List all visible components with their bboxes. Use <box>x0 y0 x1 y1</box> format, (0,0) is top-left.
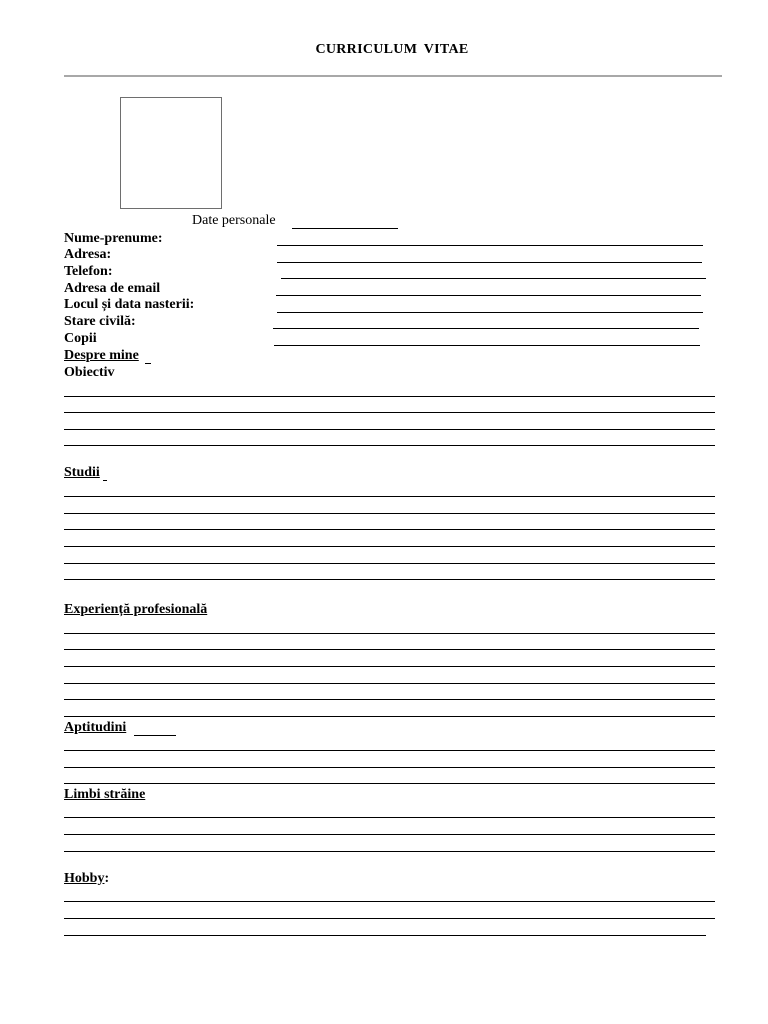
objective-line[interactable] <box>64 396 715 397</box>
personal-data-label: Date personale <box>192 213 276 228</box>
languages-line[interactable] <box>64 817 715 818</box>
personal-data-heading <box>192 213 276 229</box>
field-blank-birth[interactable] <box>277 312 703 313</box>
skills-underline-tail <box>134 735 176 736</box>
skills-line[interactable] <box>64 750 715 751</box>
languages-heading: Limbi străine <box>64 787 146 802</box>
field-blank-civil-status[interactable] <box>273 328 699 329</box>
objective-heading: Obiectiv <box>64 365 115 380</box>
field-label-phone: Telefon: <box>64 264 113 279</box>
studies-line[interactable] <box>64 563 715 564</box>
experience-line[interactable] <box>64 716 715 717</box>
objective-line[interactable] <box>64 429 715 430</box>
hobby-colon: : <box>104 871 110 886</box>
about-underline-tail <box>145 363 151 364</box>
studies-line[interactable] <box>64 546 715 547</box>
hobby-line[interactable] <box>64 901 715 902</box>
field-blank-children[interactable] <box>274 345 700 346</box>
personal-data-underline <box>292 228 398 229</box>
experience-line[interactable] <box>64 683 715 684</box>
studies-heading: Studii <box>64 465 100 480</box>
skills-line[interactable] <box>64 767 715 768</box>
about-heading: Despre mine <box>64 348 139 363</box>
studies-line[interactable] <box>64 529 715 530</box>
skills-line[interactable] <box>64 783 715 784</box>
field-blank-phone[interactable] <box>281 278 706 279</box>
field-blank-email[interactable] <box>276 295 701 296</box>
studies-line[interactable] <box>64 513 715 514</box>
field-blank-address[interactable] <box>277 262 702 263</box>
hobby-label: Hobby <box>64 871 105 886</box>
field-label-birth: Locul și data nasterii: <box>64 297 195 312</box>
experience-line[interactable] <box>64 699 715 700</box>
field-blank-name[interactable] <box>277 245 703 246</box>
languages-line[interactable] <box>64 834 715 835</box>
languages-line[interactable] <box>64 851 715 852</box>
photo-placeholder <box>120 97 222 209</box>
experience-line[interactable] <box>64 649 715 650</box>
field-label-email: Adresa de email <box>64 281 161 296</box>
hobby-heading <box>64 871 109 887</box>
studies-line[interactable] <box>64 579 715 580</box>
hobby-line[interactable] <box>64 918 715 919</box>
studies-line[interactable] <box>64 496 715 497</box>
objective-line[interactable] <box>64 445 715 446</box>
objective-line[interactable] <box>64 412 715 413</box>
field-label-children: Copii <box>64 331 97 346</box>
field-label-address: Adresa: <box>64 247 112 262</box>
experience-line[interactable] <box>64 633 715 634</box>
field-label-civil-status: Stare civilă: <box>64 314 136 329</box>
experience-line[interactable] <box>64 666 715 667</box>
document-title: CURRICULUM VITAE <box>315 42 469 57</box>
skills-heading: Aptitudini <box>64 720 127 735</box>
hobby-line[interactable] <box>64 935 706 936</box>
studies-underline-tail <box>103 480 107 481</box>
field-label-name: Nume-prenume: <box>64 231 163 246</box>
title-divider <box>64 75 722 77</box>
experience-heading: Experiență profesională <box>64 602 208 617</box>
